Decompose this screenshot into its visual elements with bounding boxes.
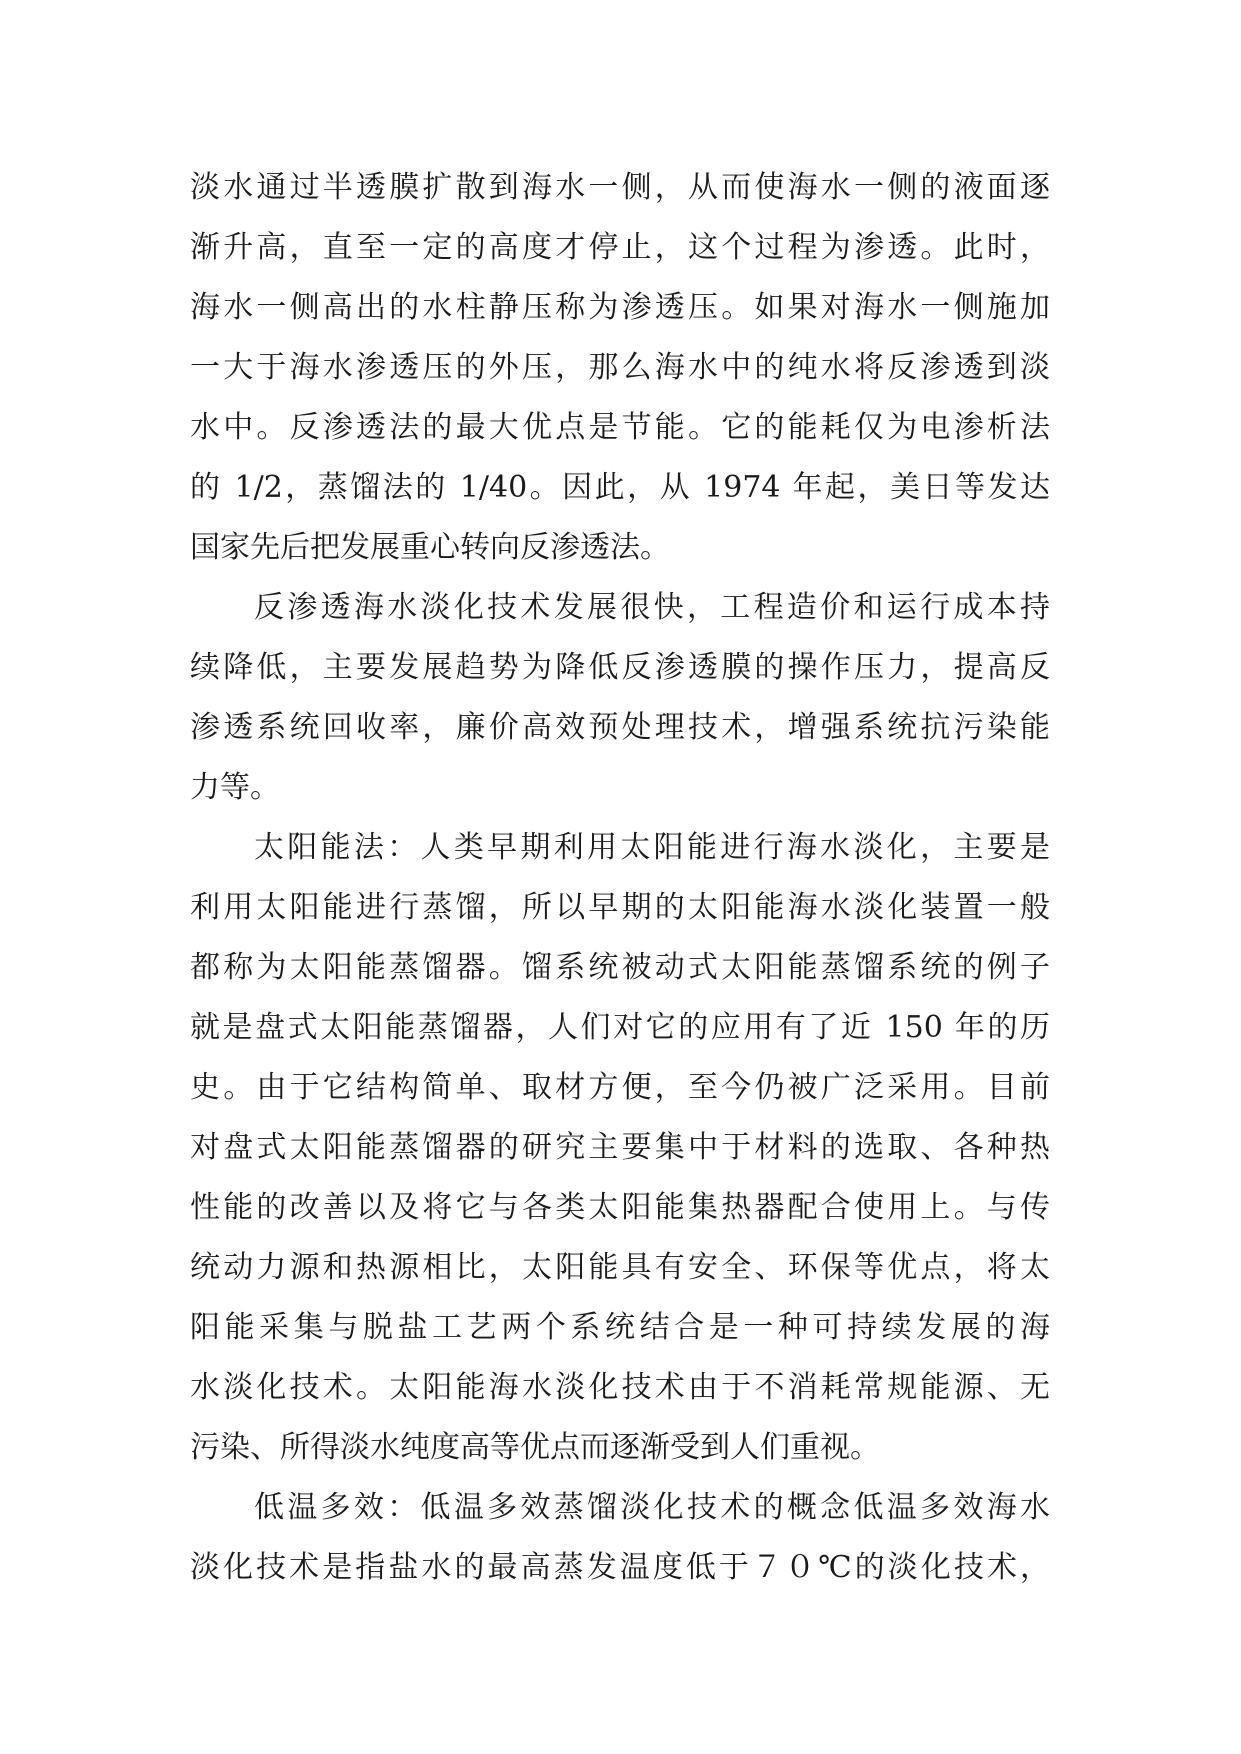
text-line: 太阳能法：人类早期利用太阳能进行海水淡化，主要是 [254, 830, 1050, 865]
text-line: 海水一侧高出的水柱静压称为渗透压。如果对海水一侧施加 [190, 290, 1050, 325]
text-line: 渐升高，直至一定的高度才停止，这个过程为渗透。此时， [190, 230, 1050, 265]
text-line: 统动力源和热源相比，太阳能具有安全、环保等优点，将太 [190, 1250, 1050, 1285]
text-line: 低温多效：低温多效蒸馏淡化技术的概念低温多效海水 [254, 1490, 1050, 1525]
text-line: 淡化技术是指盐水的最高蒸发温度低于７０℃的淡化技术， [190, 1550, 1050, 1585]
text-line: 阳能采集与脱盐工艺两个系统结合是一种可持续发展的海 [190, 1310, 1050, 1345]
document-body [190, 158, 1050, 1598]
text-line: 污染、所得淡水纯度高等优点而逐渐受到人们重视。 [190, 1430, 880, 1465]
paragraph [190, 818, 1050, 1478]
text-line: 对盘式太阳能蒸馏器的研究主要集中于材料的选取、各种热 [190, 1130, 1050, 1165]
text-line: 水中。反渗透法的最大优点是节能。它的能耗仅为电渗析法 [190, 410, 1050, 445]
text-line: 渗透系统回收率，廉价高效预处理技术，增强系统抗污染能 [190, 710, 1050, 745]
text-line: 史。由于它结构简单、取材方便，至今仍被广泛采用。目前 [190, 1070, 1050, 1105]
text-line: 的 1/2，蒸馏法的 1/40。因此，从 1974 年起，美日等发达 [190, 470, 1050, 505]
text-line: 续降低，主要发展趋势为降低反渗透膜的操作压力，提高反 [190, 650, 1050, 685]
text-line: 反渗透海水淡化技术发展很快，工程造价和运行成本持 [254, 590, 1050, 625]
text-line: 一大于海水渗透压的外压，那么海水中的纯水将反渗透到淡 [190, 350, 1050, 385]
paragraph [190, 578, 1050, 818]
paragraph [190, 1478, 1050, 1598]
text-line: 就是盘式太阳能蒸馏器，人们对它的应用有了近 150 年的历 [190, 1010, 1050, 1045]
text-line: 力等。 [190, 770, 280, 805]
text-line: 国家先后把发展重心转向反渗透法。 [190, 530, 670, 565]
text-line: 水淡化技术。太阳能海水淡化技术由于不消耗常规能源、无 [190, 1370, 1050, 1405]
paragraph [190, 158, 1050, 578]
text-line: 淡水通过半透膜扩散到海水一侧，从而使海水一侧的液面逐 [190, 170, 1050, 205]
text-line: 性能的改善以及将它与各类太阳能集热器配合使用上。与传 [190, 1190, 1050, 1225]
text-line: 利用太阳能进行蒸馏，所以早期的太阳能海水淡化装置一般 [190, 890, 1050, 925]
text-line: 都称为太阳能蒸馏器。馏系统被动式太阳能蒸馏系统的例子 [190, 950, 1050, 985]
